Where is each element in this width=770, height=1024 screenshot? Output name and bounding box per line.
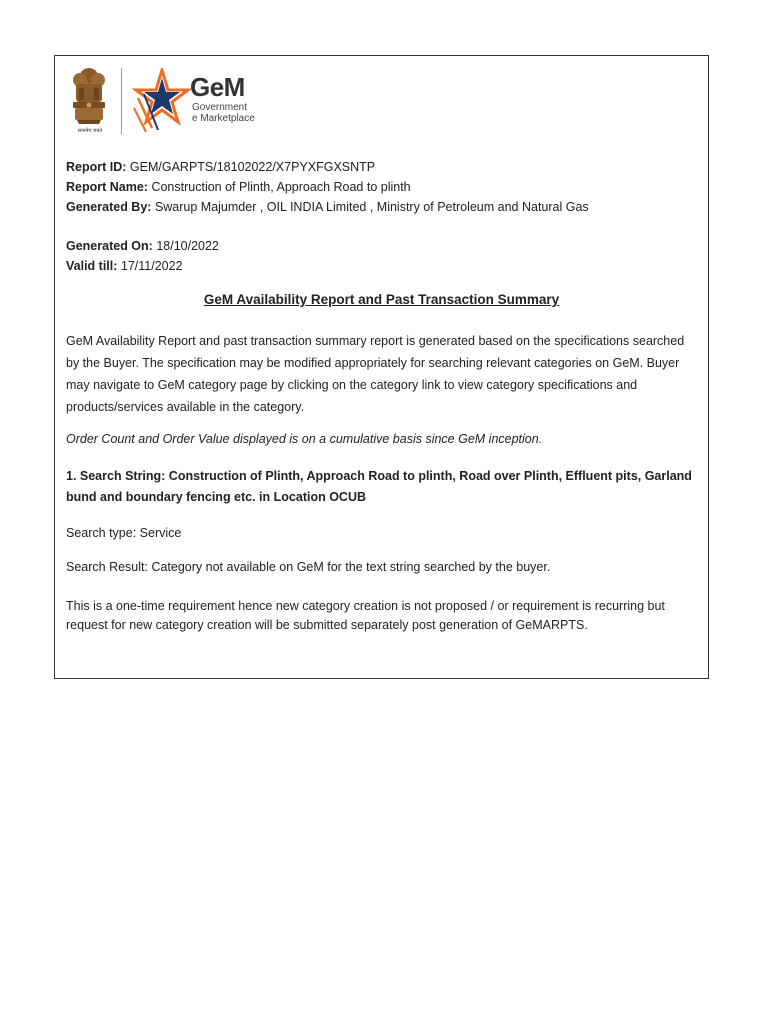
gem-logo <box>132 66 272 136</box>
closing-paragraph: This is a one-time requirement hence new category creation is not proposed / or requirement is recurring but request for new category creation will be submitted separately post generation of GeMARPTS. <box>66 599 665 632</box>
generated-by-line <box>66 197 698 217</box>
emblem-motto: सत्यमेव जयते <box>77 128 103 134</box>
report-id-label: Report ID: <box>66 160 127 174</box>
header-logos <box>67 66 272 138</box>
search-type: Search type: Service <box>66 526 182 540</box>
valid-till-label: Valid till: <box>66 259 118 273</box>
report-id-line <box>66 157 698 177</box>
generated-by-label: Generated By: <box>66 200 152 214</box>
report-name-label: Report Name: <box>66 180 148 194</box>
search-string-heading: 1. Search String: Construction of Plinth, Approach Road to plinth, Road over Plinth, Effluent pits, Garland bund and boundary fencing etc. in Location OCUB <box>66 469 692 504</box>
valid-till-value: 17/11/2022 <box>120 259 183 273</box>
gem-tagline-government: Government <box>192 102 248 113</box>
national-emblem-icon <box>67 66 111 138</box>
report-document <box>54 55 709 679</box>
report-meta <box>66 157 698 276</box>
cumulative-note: Order Count and Order Value displayed is on a cumulative basis since GeM inception. <box>66 432 543 446</box>
generated-by-value: Swarup Majumder , OIL INDIA Limited , Ministry of Petroleum and Natural Gas <box>154 200 589 214</box>
gem-star-icon <box>132 68 192 134</box>
report-id-value: GEM/GARPTS/18102022/X7PYXFGXSNTP <box>129 160 376 174</box>
report-name-line <box>66 177 698 197</box>
gem-tagline-marketplace: e Marketplace <box>192 113 255 124</box>
valid-till-line <box>66 256 698 276</box>
gem-wordmark: GeM <box>190 72 245 102</box>
intro-paragraph: GeM Availability Report and past transaction summary report is generated based on the specifications searched by the Buyer. The specification may be modified appropriately for searching relevant categories on GeM. Buyer may navigate to GeM category page by clicking on the category link to view category specifications and products/services available in the category. <box>66 334 685 414</box>
summary-title: GeM Availability Report and Past Transaction Summary <box>203 292 560 307</box>
logo-divider <box>121 68 122 134</box>
report-name-value: Construction of Plinth, Approach Road to plinth <box>151 180 411 194</box>
generated-on-line <box>66 236 698 256</box>
generated-on-value: 18/10/2022 <box>156 239 219 253</box>
search-result: Search Result: Category not available on GeM for the text string searched by the buyer. <box>66 560 551 574</box>
generated-on-label: Generated On: <box>66 239 153 253</box>
